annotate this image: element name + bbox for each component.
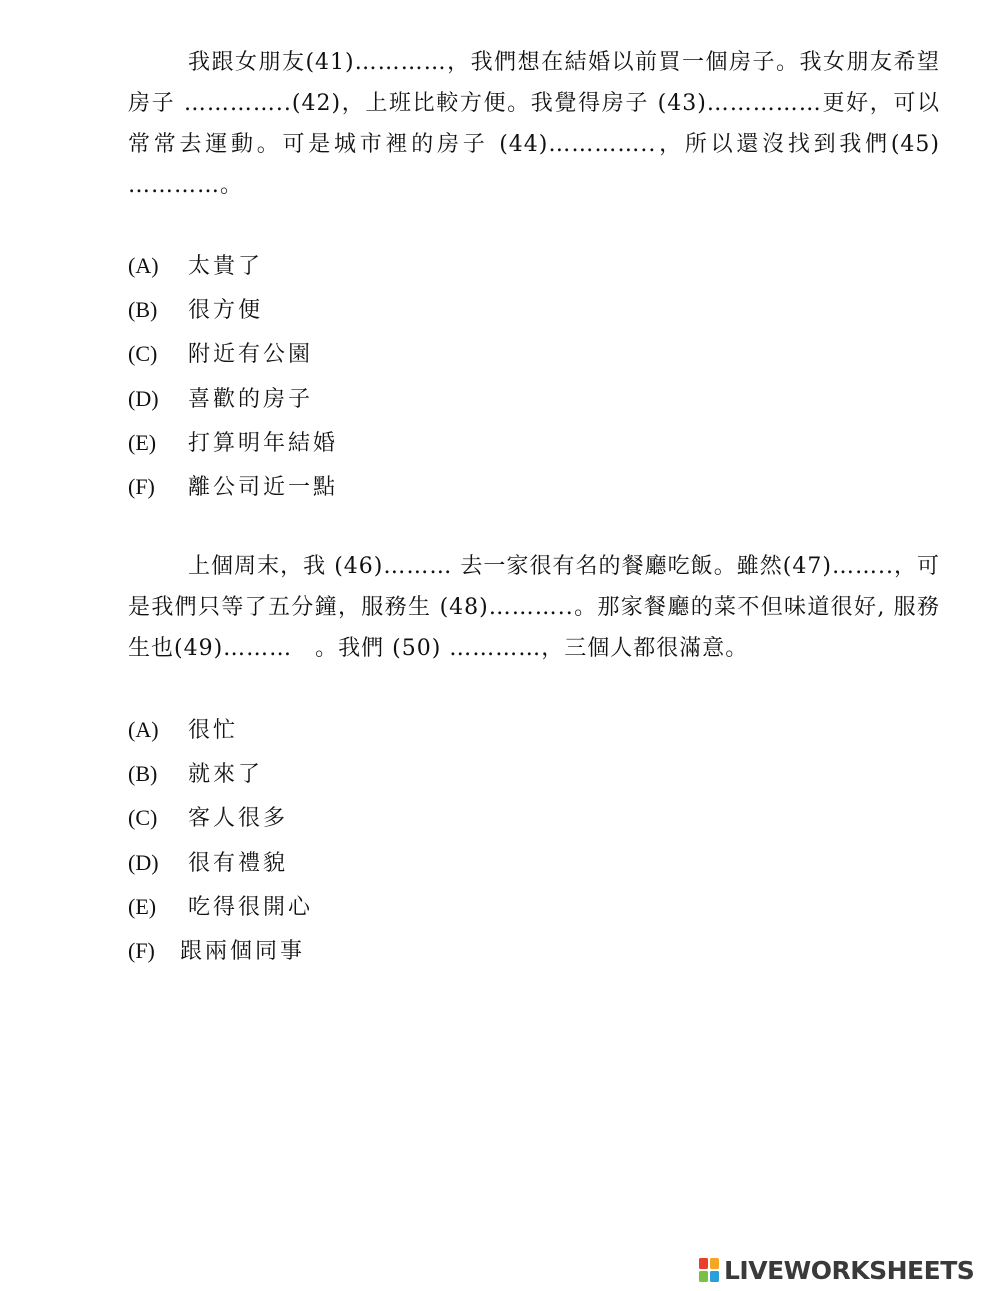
option-text: 離公司近一點	[188, 474, 339, 500]
option-letter: (B)	[128, 761, 158, 787]
option-letter: (D)	[128, 385, 159, 411]
option-text: 喜歡的房子	[188, 386, 314, 412]
option-letter: (C)	[128, 805, 158, 831]
option-text: 很方便	[188, 298, 264, 324]
option-text: 太貴了	[188, 254, 264, 279]
option-text: 客人很多	[188, 806, 289, 832]
option-letter: (A)	[128, 717, 159, 742]
option-text: 跟兩個同事	[180, 938, 306, 964]
option-item	[128, 929, 313, 973]
option-item	[128, 841, 313, 885]
option-item	[128, 244, 338, 288]
option-item	[128, 708, 313, 752]
liveworksheets-logo-icon	[698, 1257, 720, 1283]
option-item	[128, 288, 338, 332]
logo-block-3	[699, 1271, 708, 1282]
passage-1: 我跟女朋友(41)…………，我們想在結婚以前買一個房子。我女朋友希望房子 …………..(42)，上班比較方便。我覺得房子 (43)……………更好，可以常常去運動。可是城市裡的房子 (44)…………..，所以還沒找到我們(45) …………。	[128, 50, 940, 198]
option-letter: (F)	[128, 937, 155, 963]
logo-block-2	[710, 1258, 719, 1269]
option-item	[128, 465, 338, 509]
option-text: 吃得很開心	[188, 894, 314, 920]
option-item	[128, 421, 338, 465]
option-text: 附近有公園	[188, 342, 314, 368]
option-letter: (D)	[128, 849, 159, 875]
option-text: 打算明年結婚	[188, 430, 339, 456]
logo-block-4	[710, 1271, 719, 1282]
options-list-2	[128, 708, 313, 973]
option-text: 就來了	[188, 762, 264, 788]
option-item	[128, 885, 313, 929]
liveworksheets-brand	[698, 1255, 974, 1285]
option-text: 很有禮貌	[188, 850, 289, 876]
option-letter: (E)	[128, 429, 157, 455]
option-item	[128, 332, 338, 376]
option-text: 很忙	[188, 718, 239, 743]
option-letter: (C)	[128, 341, 158, 367]
option-item	[128, 377, 338, 421]
brand-name: LIVEWORKSHEETS	[724, 1255, 975, 1285]
options-list-1	[128, 244, 338, 509]
option-letter: (E)	[128, 893, 157, 919]
option-letter: (B)	[128, 297, 158, 323]
option-letter: (A)	[128, 253, 159, 278]
logo-block-1	[699, 1258, 708, 1269]
option-item	[128, 796, 313, 840]
option-item	[128, 752, 313, 796]
passage-2: 上個周末，我 (46)……… 去一家很有名的餐廳吃飯。雖然(47)……..，可是我們只等了五分鐘，服務生 (48)………..。那家餐廳的菜不但味道很好, 服務生也(49)……… 。我們 (50) …………，三個人都很滿意。	[128, 554, 940, 661]
option-letter: (F)	[128, 473, 155, 499]
